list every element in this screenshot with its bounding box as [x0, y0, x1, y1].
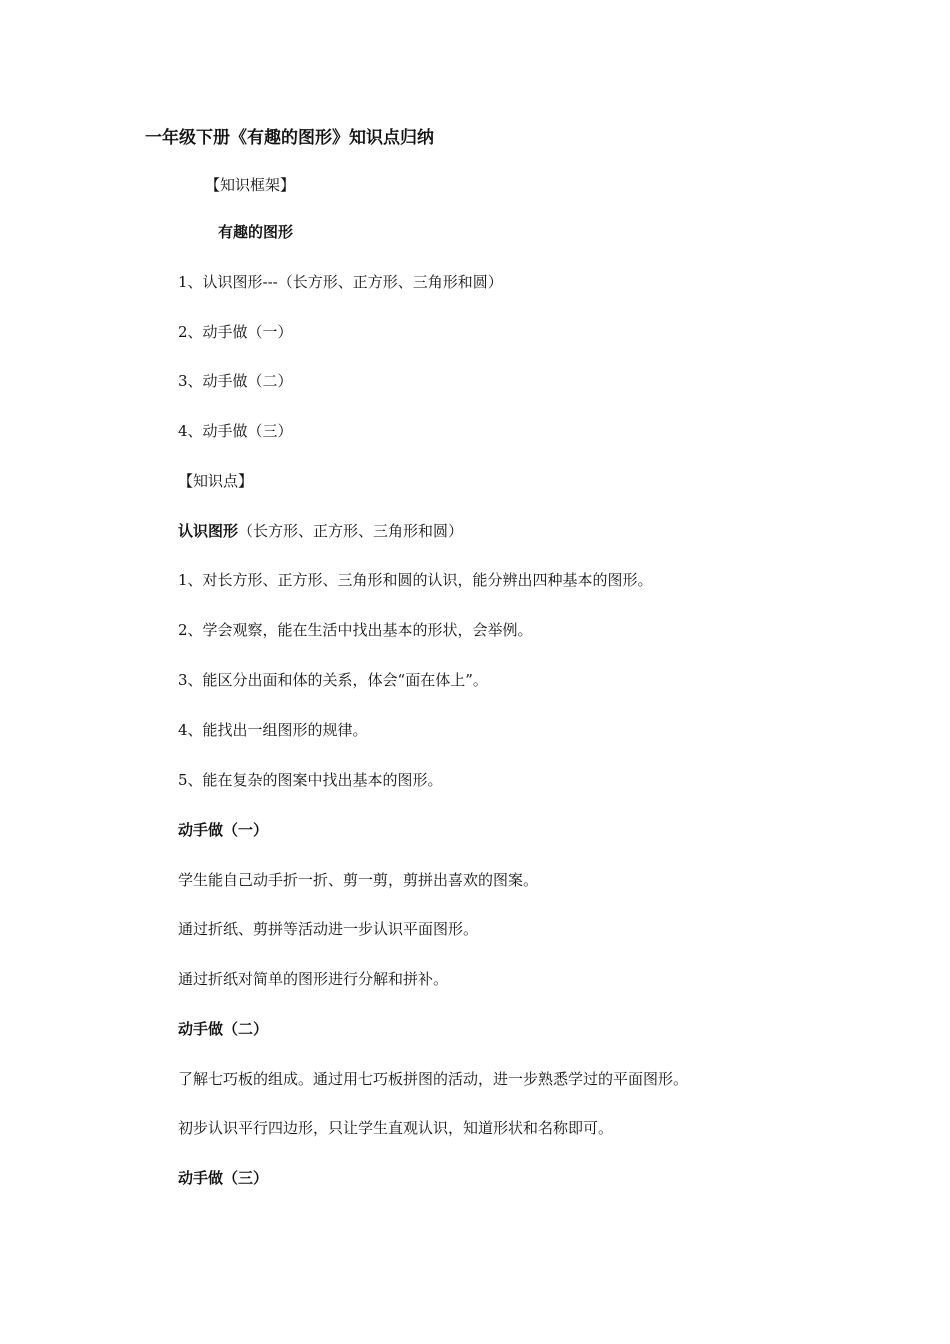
knowledge-item: 3、能区分出面和体的关系，体会“面在体上”。 [178, 671, 488, 689]
section-heading-shapes [178, 521, 463, 541]
section-heading-hands-on-1: 动手做（一） [178, 821, 269, 839]
knowledge-item: 了解七巧板的组成。通过用七巧板拼图的活动，进一步熟悉学过的平面图形。 [178, 1070, 689, 1088]
knowledge-item: 4、能找出一组图形的规律。 [178, 721, 368, 739]
framework-item: 3、动手做（二） [178, 372, 293, 390]
knowledge-item: 5、能在复杂的图案中找出基本的图形。 [178, 771, 443, 789]
knowledge-item: 通过折纸、剪拼等活动进一步认识平面图形。 [178, 920, 479, 938]
framework-item: 4、动手做（三） [178, 422, 293, 440]
points-heading: 【知识点】 [178, 472, 254, 490]
section-heading-bold: 认识图形 [178, 522, 239, 540]
section-heading-hands-on-3: 动手做（三） [178, 1169, 269, 1187]
framework-item: 2、动手做（一） [178, 323, 293, 341]
knowledge-item: 通过折纸对简单的图形进行分解和拼补。 [178, 970, 449, 988]
knowledge-item: 初步认识平行四边形，只让学生直观认识，知道形状和名称即可。 [178, 1119, 614, 1137]
knowledge-item: 1、对长方形、正方形、三角形和圆的认识，能分辨出四种基本的图形。 [178, 571, 653, 589]
framework-subtitle: 有趣的图形 [218, 223, 294, 241]
knowledge-item: 2、学会观察，能在生活中找出基本的形状，会举例。 [178, 621, 533, 639]
framework-item: 1、认识图形---（长方形、正方形、三角形和圆） [178, 273, 503, 291]
section-heading-hands-on-2: 动手做（二） [178, 1020, 269, 1038]
framework-heading: 【知识框架】 [205, 176, 296, 194]
section-heading-rest: （长方形、正方形、三角形和圆） [238, 522, 464, 540]
document-title: 一年级下册《有趣的图形》知识点归纳 [145, 128, 434, 148]
knowledge-item: 学生能自己动手折一折、剪一剪，剪拼出喜欢的图案。 [178, 871, 539, 889]
